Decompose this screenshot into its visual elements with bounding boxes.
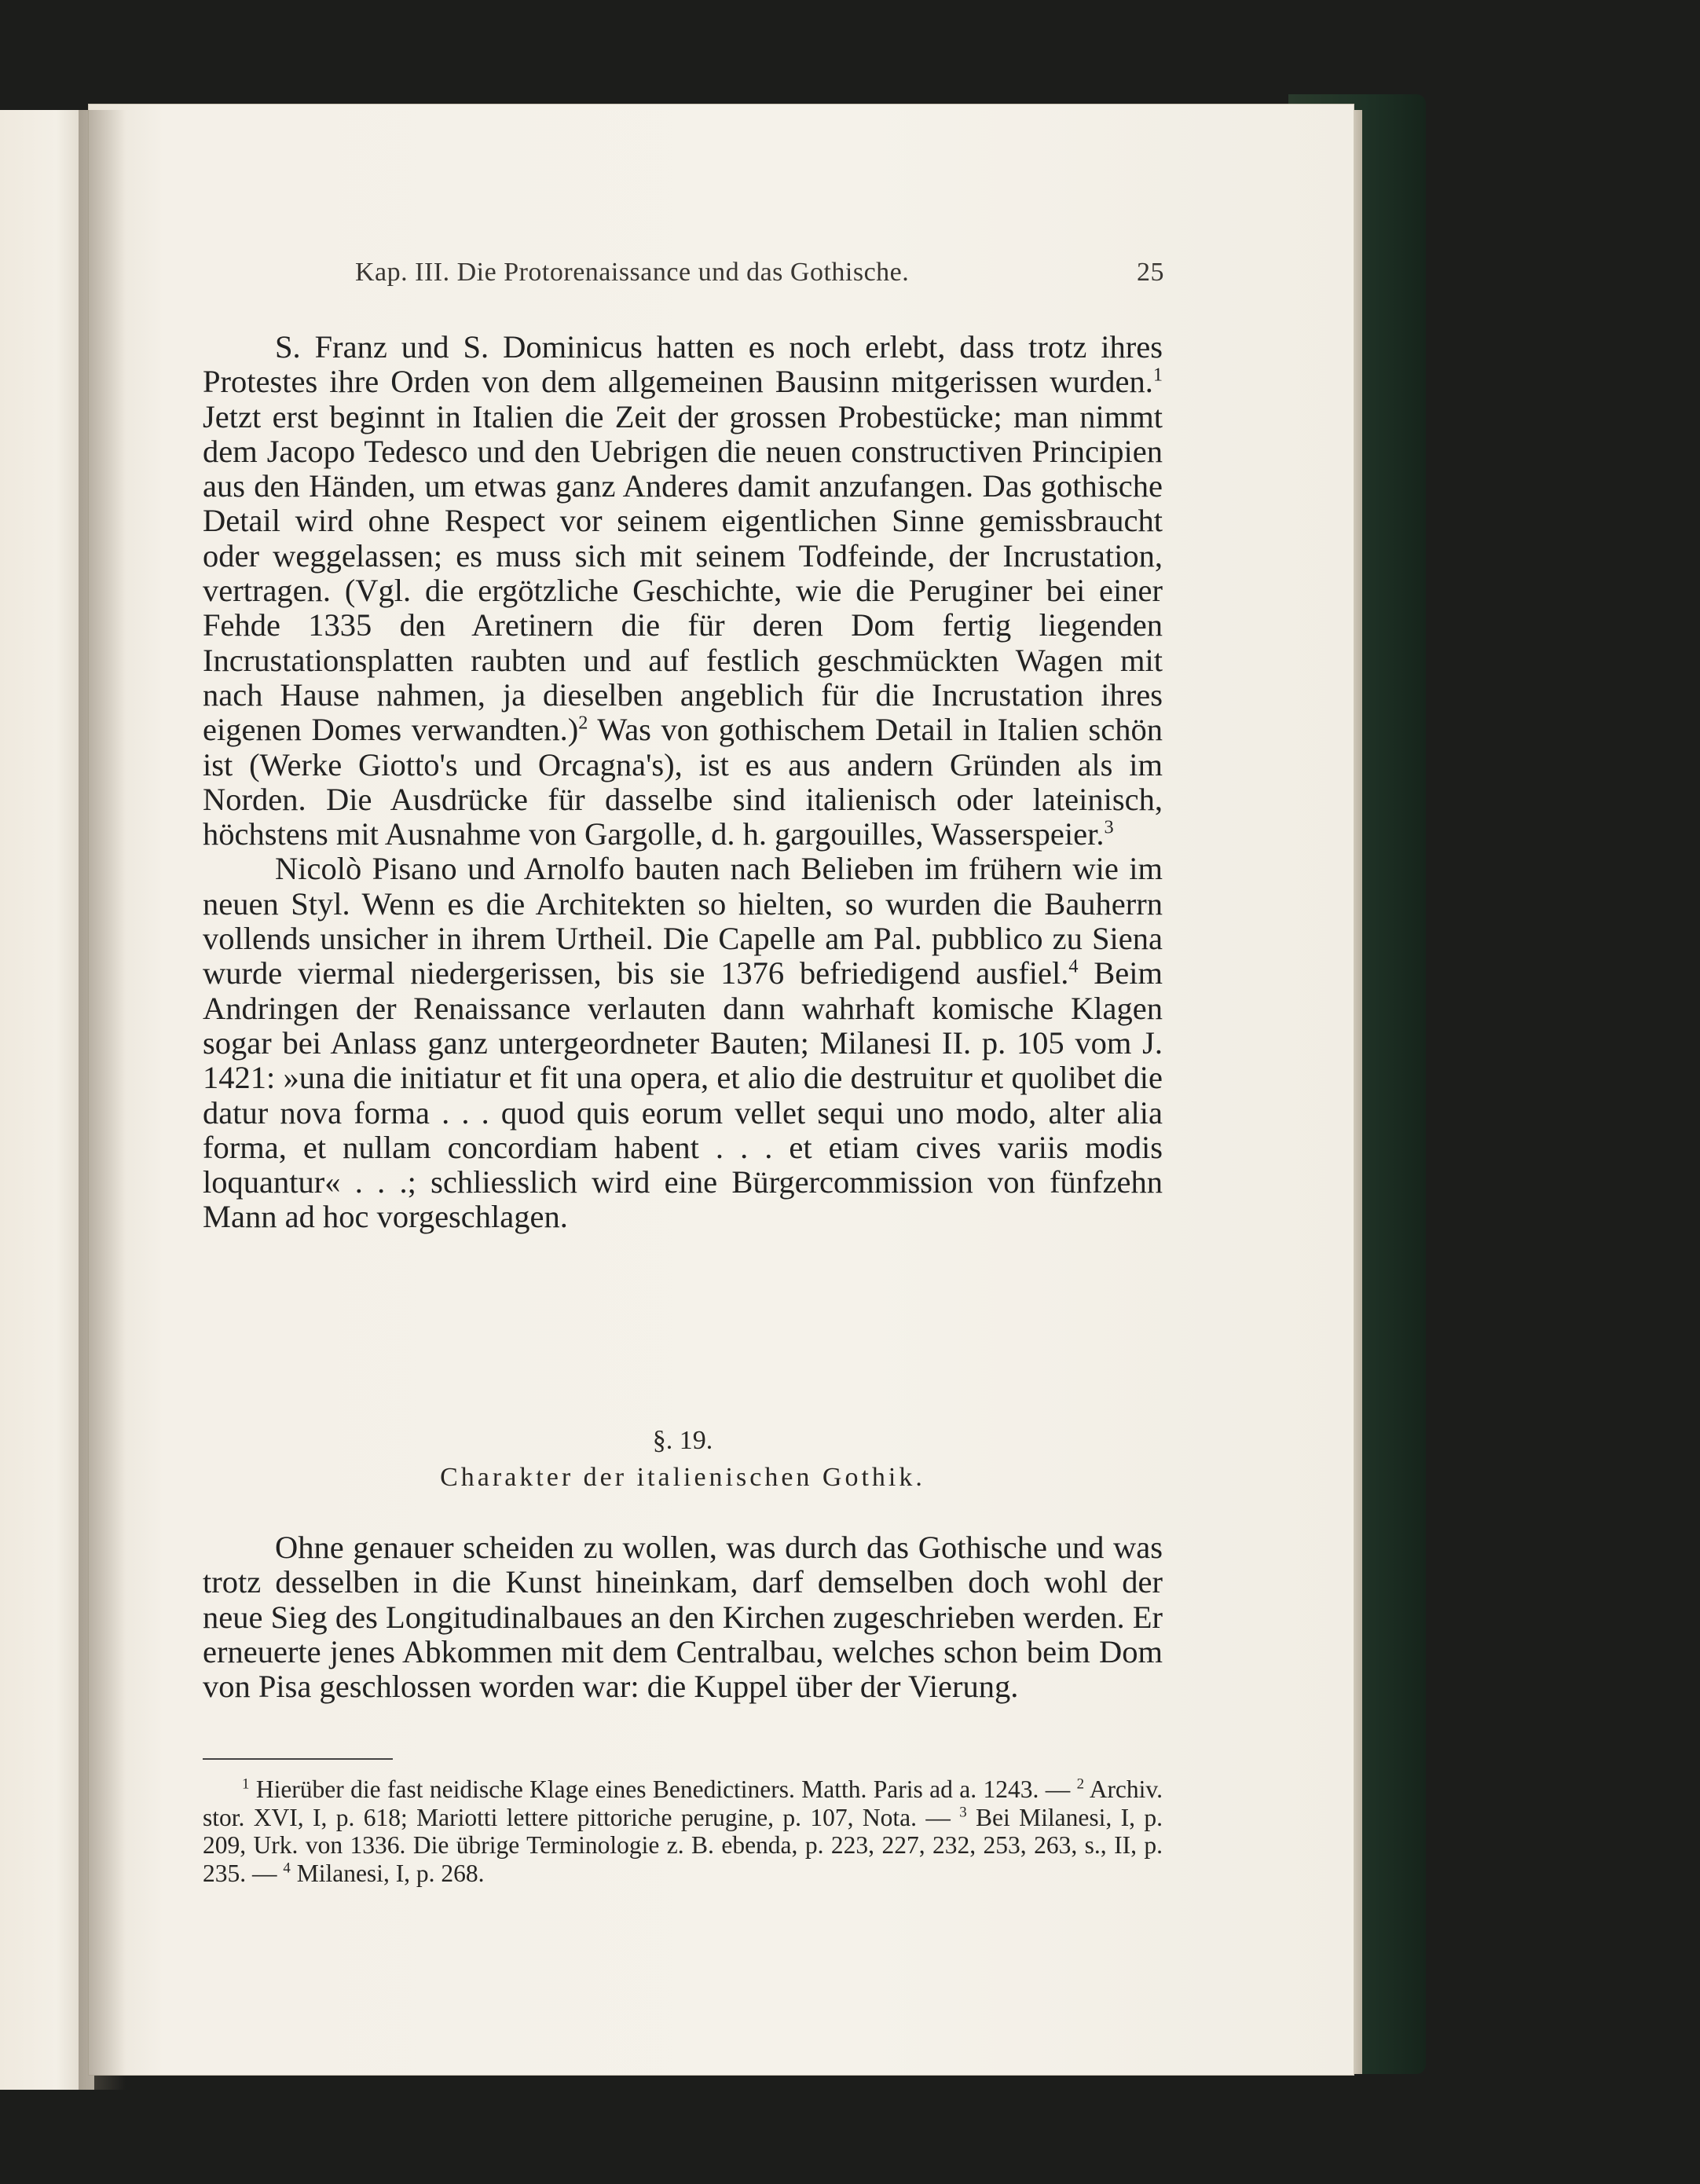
section-heading: [203, 1424, 1163, 1497]
footnotes: [203, 1775, 1163, 1887]
footnote-ref-2: 2: [578, 712, 588, 734]
footnote-ref-1: 1: [1152, 364, 1163, 386]
paragraph-2-text-b: Beim Andringen der Renaissance verlauten dann wahrhaft komische Klagen sogar bei Anlass ganz untergeordneter Bauten; Milanesi II. p. 105 vom J. 1421: »una die initiatur et fit una opera, et alio die destruitur et quolibet die datur nova forma . . . quod quis eorum vellet sequi uno modo, alter alia forma, et nullam concordiam habent . . . et etiam cives variis modis loquantur« . . .; schliesslich wird eine Bürgercommission von fünfzehn Mann ad hoc vorgeschlagen.: [203, 955, 1163, 1235]
footnote-3: Bei Milanesi, I, p. 209, Urk. von 1336. Die übrige Terminologie z. B. ebenda, p. 223, 227, 232, 253, 263, s., II, p. 235. —: [203, 1803, 1163, 1887]
footnote-mark-3: 3: [959, 1804, 967, 1820]
page-number: 25: [1137, 258, 1164, 287]
section-text: [203, 1530, 1163, 1704]
footnote-rule: [203, 1758, 393, 1760]
footnote-mark-4: 4: [283, 1860, 291, 1876]
footnote-1: Hierüber die fast neidische Klage eines Benedictiners. Matth. Paris ad a. 1243. —: [249, 1775, 1077, 1803]
footnote-mark-1: 1: [242, 1775, 250, 1793]
footnote-ref-3: 3: [1104, 816, 1114, 838]
footnote-block: [203, 1775, 1163, 1887]
section-title: Charakter der italienischen Gothik.: [440, 1463, 925, 1492]
paragraph-2: [203, 852, 1163, 1234]
footnote-mark-2: 2: [1076, 1775, 1085, 1793]
paragraph-3: Ohne genauer scheiden zu wollen, was durch das Gothische und was trotz desselben in die Kunst hineinkam, darf demselben doch wohl der neue Sieg des Longitudinalbaues an den Kirchen zugeschrieben werden. Er erneuerte jenes Abkommen mit dem Centralbau, welches schon beim Dom von Pisa geschlossen worden war: die Kuppel über der Vierung.: [203, 1530, 1163, 1705]
section-number: §. 19.: [652, 1426, 713, 1455]
paragraph-1-text-b: Jetzt erst beginnt in Italien die Zeit der grossen Probestücke; man nimmt dem Jacopo Tedesco und den Uebrigen die neuen constructiven Principien aus den Händen, um etwas ganz Anderes damit anzufangen. Das gothische Detail wird ohne Respect vor seinem eigentlichen Sinne gemissbraucht oder weggelassen; es muss sich mit seinem Todfeinde, der Incrustation, vertragen. (Vgl. die ergötzliche Geschichte, wie die Peruginer bei einer Fehde 1335 den Aretinern die für deren Dom fertig liegenden Incrustationsplatten raubten und auf festlich geschmückten Wagen mit nach Hause nahmen, ja dieselben angeblich für die Incrustation ihres eigenen Domes verwandten.): [203, 398, 1163, 748]
main-text: [203, 330, 1163, 1235]
footnote-2: Archiv. stor. XVI, I, p. 618; Mariotti lettere pittoriche perugine, p. 107, Nota. —: [203, 1775, 1163, 1831]
paragraph-1-text-c: Was von gothischem Detail in Italien schön ist (Werke Giotto's und Orcagna's), ist es aus andern Gründen als im Norden. Die Ausdrücke für dasselbe sind italienisch oder lateinisch, höchstens mit Ausnahme von Gargolle, d. h. gargouilles, Wasserspeier.: [203, 712, 1163, 852]
paragraph-1-text-a: S. Franz und S. Dominicus hatten es noch erlebt, dass trotz ihres Protestes ihre Orden von dem allgemeinen Bausinn mitgerissen wurden.: [203, 329, 1163, 400]
footnote-4: Milanesi, I, p. 268.: [290, 1859, 485, 1887]
spine-shadow: [79, 110, 126, 2090]
footnote-ref-4: 4: [1068, 955, 1079, 977]
paragraph-1: [203, 330, 1163, 852]
paragraph-2-text-a: Nicolò Pisano und Arnolfo bauten nach Belieben im frühern wie im neuen Styl. Wenn es die Architekten so hielten, so wurden die Bauherrn vollends unsicher in ihrem Urtheil. Die Capelle am Pal. pubblico zu Siena wurde viermal niedergerissen, bis sie 1376 befriedigend ausfiel.: [203, 851, 1163, 991]
running-title: Kap. III. Die Protorenaissance und das Gothische.: [355, 258, 910, 287]
running-header: [355, 258, 1164, 297]
